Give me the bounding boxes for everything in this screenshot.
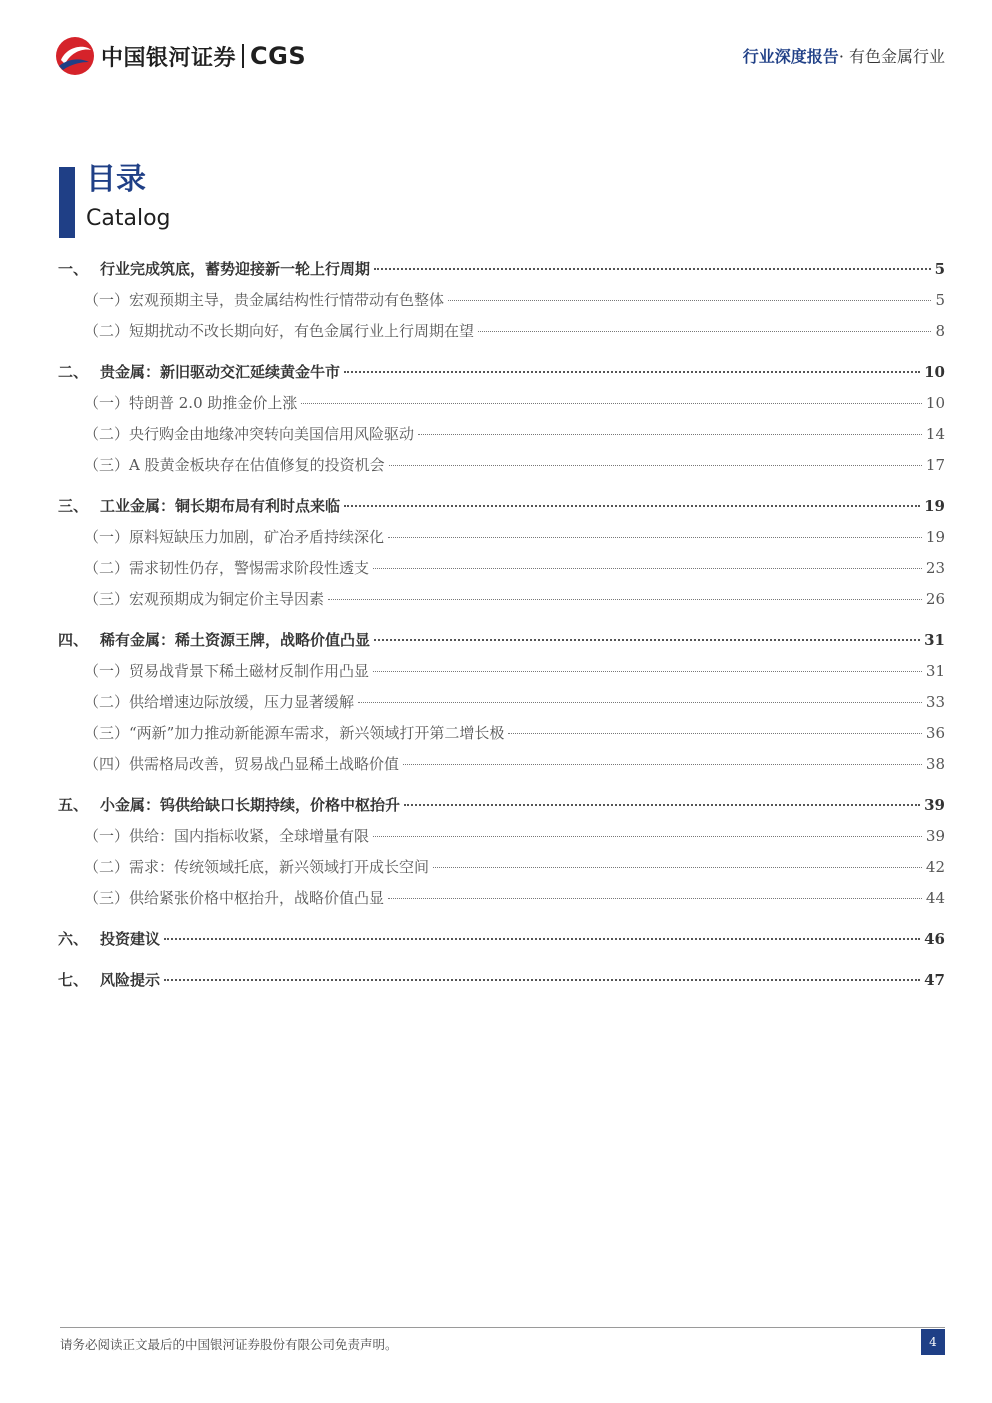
toc-section-number: 三、 xyxy=(58,497,89,515)
toc-subsection-2-2[interactable] xyxy=(58,423,945,454)
toc-dot-leader xyxy=(373,671,922,672)
toc-subsection-4-1[interactable] xyxy=(58,660,945,691)
company-logo xyxy=(55,36,306,76)
logo-text-cn: 中国银河证券 xyxy=(101,45,237,71)
toc-subsection-5-2[interactable] xyxy=(58,856,945,887)
toc-section-4[interactable] xyxy=(58,629,945,660)
toc-subsection-5-1[interactable] xyxy=(58,825,945,856)
toc-page-number: 38 xyxy=(925,755,945,773)
toc-page-number: 17 xyxy=(925,456,945,474)
toc-subsection-1-2[interactable] xyxy=(58,320,945,351)
toc-dot-leader xyxy=(373,836,922,837)
toc-subsection-5-3[interactable] xyxy=(58,887,945,918)
toc-dot-leader xyxy=(328,599,922,600)
toc-dot-leader xyxy=(164,938,920,940)
catalog-title-cn: 目录 xyxy=(86,162,146,197)
toc-section-number: 七、 xyxy=(58,971,89,989)
toc-page-number: 19 xyxy=(925,528,945,546)
toc-subsection-3-2[interactable] xyxy=(58,557,945,588)
toc-section-title: 贵金属：新旧驱动交汇延续黄金牛市 xyxy=(100,363,341,381)
toc-page-number: 44 xyxy=(925,889,945,907)
toc-section-title: 风险提示 xyxy=(100,971,161,989)
toc-subsection-title: （一）贸易战背景下稀土磁材反制作用凸显 xyxy=(84,662,370,680)
toc-subsection-title: （二）短期扰动不改长期向好，有色金属行业上行周期在望 xyxy=(84,322,475,340)
cgs-logo-icon xyxy=(55,36,95,76)
toc-subsection-title: （三）供给紧张价格中枢抬升，战略价值凸显 xyxy=(84,889,385,907)
logo-divider xyxy=(242,44,244,68)
toc-dot-leader xyxy=(389,465,922,466)
toc-dot-leader xyxy=(344,371,920,373)
toc-subsection-3-3[interactable] xyxy=(58,588,945,619)
toc-page-number: 47 xyxy=(924,971,945,989)
toc-dot-leader xyxy=(388,898,922,899)
toc-page-number: 10 xyxy=(924,363,945,381)
toc-page-number: 5 xyxy=(935,291,945,309)
toc-dot-leader xyxy=(373,568,922,569)
logo-text-en: CGS xyxy=(250,42,307,70)
toc-page-number: 36 xyxy=(925,724,945,742)
report-type: 行业深度报告 xyxy=(742,47,839,66)
toc-section-number: 五、 xyxy=(58,796,89,814)
toc-page-number: 5 xyxy=(934,260,945,278)
toc-dot-leader xyxy=(164,979,920,981)
toc-page-number: 31 xyxy=(924,631,945,649)
toc-subsection-1-1[interactable] xyxy=(58,289,945,320)
toc-dot-leader xyxy=(388,537,922,538)
report-category xyxy=(743,44,945,67)
toc-subsection-2-1[interactable] xyxy=(58,392,945,423)
toc-subsection-4-3[interactable] xyxy=(58,722,945,753)
toc-dot-leader xyxy=(374,639,920,641)
toc-section-3[interactable] xyxy=(58,495,945,526)
toc-dot-leader xyxy=(418,434,922,435)
toc-subsection-title: （三）A 股黄金板块存在估值修复的投资机会 xyxy=(84,456,385,474)
toc-subsection-title: （一）宏观预期主导，贵金属结构性行情带动有色整体 xyxy=(84,291,445,309)
footer-page-number: 4 xyxy=(921,1329,945,1355)
toc-subsection-title: （二）供给增速边际放缓，压力显著缓解 xyxy=(84,693,355,711)
toc-section-title: 行业完成筑底，蓄势迎接新一轮上行周期 xyxy=(100,260,371,278)
toc-subsection-2-3[interactable] xyxy=(58,454,945,485)
toc-dot-leader xyxy=(374,268,931,270)
footer-divider xyxy=(60,1327,945,1328)
toc-dot-leader xyxy=(403,764,922,765)
toc-dot-leader xyxy=(404,804,920,806)
toc-dot-leader xyxy=(433,867,922,868)
toc-section-title: 投资建议 xyxy=(100,930,161,948)
toc-subsection-title: （一）原料短缺压力加剧，矿冶矛盾持续深化 xyxy=(84,528,385,546)
toc-section-number: 一、 xyxy=(58,260,89,278)
toc-subsection-title: （三）“两新”加力推动新能源车需求，新兴领域打开第二增长极 xyxy=(84,724,505,742)
toc-subsection-title: （二）央行购金由地缘冲突转向美国信用风险驱动 xyxy=(84,425,415,443)
toc-page-number: 33 xyxy=(925,693,945,711)
toc-page-number: 26 xyxy=(925,590,945,608)
toc-section-7[interactable] xyxy=(58,969,945,1000)
footer-disclaimer: 请务必阅读正文最后的中国银河证券股份有限公司免责声明。 xyxy=(60,1337,398,1352)
toc-section-number: 四、 xyxy=(58,631,89,649)
toc-section-number: 六、 xyxy=(58,930,89,948)
toc-page-number: 46 xyxy=(924,930,945,948)
toc-section-2[interactable] xyxy=(58,361,945,392)
toc-dot-leader xyxy=(301,403,922,404)
toc-section-title: 小金属：钨供给缺口长期持续，价格中枢抬升 xyxy=(100,796,401,814)
toc-section-title: 稀有金属：稀土资源王牌，战略价值凸显 xyxy=(100,631,371,649)
catalog-accent-bar xyxy=(59,167,75,238)
toc-section-6[interactable] xyxy=(58,928,945,959)
toc-subsection-title: （三）宏观预期成为铜定价主导因素 xyxy=(84,590,325,608)
toc-subsection-3-1[interactable] xyxy=(58,526,945,557)
toc-page-number: 23 xyxy=(925,559,945,577)
catalog-title-en: Catalog xyxy=(86,206,171,231)
toc-page-number: 10 xyxy=(925,394,945,412)
toc-section-number: 二、 xyxy=(58,363,89,381)
toc-subsection-4-2[interactable] xyxy=(58,691,945,722)
toc-subsection-title: （二）需求：传统领域托底，新兴领域打开成长空间 xyxy=(84,858,430,876)
toc-page-number: 31 xyxy=(925,662,945,680)
toc-page-number: 39 xyxy=(924,796,945,814)
toc-subsection-title: （二）需求韧性仍存，警惕需求阶段性透支 xyxy=(84,559,370,577)
toc-subsection-title: （四）供需格局改善，贸易战凸显稀土战略价值 xyxy=(84,755,400,773)
report-industry: · 有色金属行业 xyxy=(838,47,945,66)
toc-dot-leader xyxy=(448,300,931,301)
toc-section-1[interactable] xyxy=(58,258,945,289)
toc-dot-leader xyxy=(358,702,922,703)
toc-page-number: 39 xyxy=(925,827,945,845)
toc-section-title: 工业金属：铜长期布局有利时点来临 xyxy=(100,497,341,515)
toc-page-number: 19 xyxy=(924,497,945,515)
toc-page-number: 8 xyxy=(935,322,945,340)
toc-dot-leader xyxy=(344,505,920,507)
toc-subsection-4-4[interactable] xyxy=(58,753,945,784)
toc-dot-leader xyxy=(478,331,931,332)
toc-dot-leader xyxy=(508,733,922,734)
toc-subsection-title: （一）供给：国内指标收紧，全球增量有限 xyxy=(84,827,370,845)
toc-page-number: 14 xyxy=(925,425,945,443)
toc-section-5[interactable] xyxy=(58,794,945,825)
table-of-contents xyxy=(58,258,945,1000)
toc-subsection-title: （一）特朗普 2.0 助推金价上涨 xyxy=(84,394,298,412)
toc-page-number: 42 xyxy=(925,858,945,876)
